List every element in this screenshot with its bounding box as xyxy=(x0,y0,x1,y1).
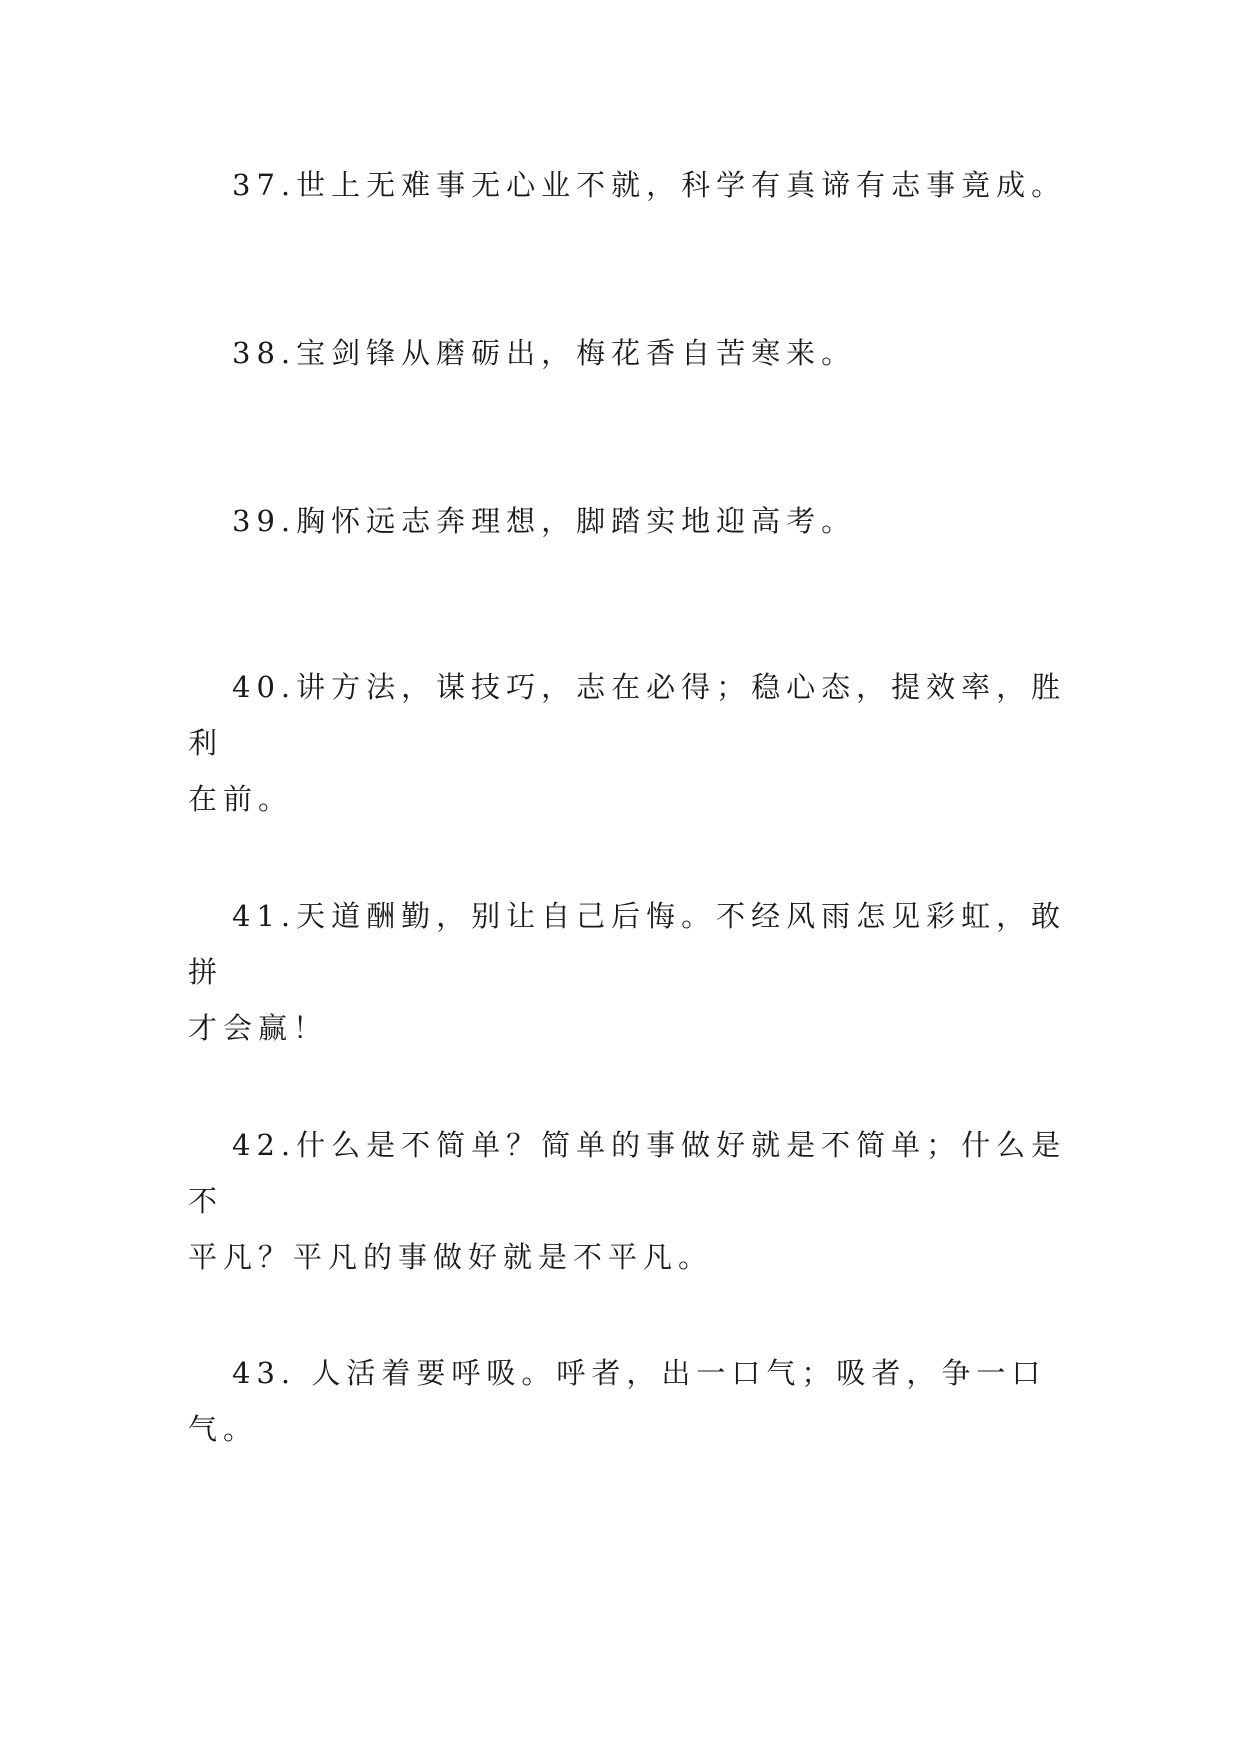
quote-line: 平凡？平凡的事做好就是不平凡。 xyxy=(188,1240,714,1274)
quote-line: 37.世上无难事无心业不就，科学有真谛有志事竟成。 xyxy=(232,168,1067,202)
quote-39 xyxy=(188,493,1068,549)
quote-line: 39.胸怀远志奔理想，脚踏实地迎高考。 xyxy=(232,504,857,538)
quote-40 xyxy=(188,659,1068,827)
quote-line: 才会赢！ xyxy=(188,1011,329,1045)
quote-42 xyxy=(188,1117,1068,1285)
quote-38 xyxy=(188,325,1068,381)
quote-line: 40.讲方法，谋技巧，志在必得；稳心态，提效率，胜利 xyxy=(188,670,1067,760)
quote-line: 43. 人活着要呼吸。呼者，出一口气；吸者，争一口气。 xyxy=(188,1356,1047,1446)
quote-line: 在前。 xyxy=(188,782,294,816)
quote-43 xyxy=(188,1345,1108,1457)
quote-line: 38.宝剑锋从磨砺出，梅花香自苦寒来。 xyxy=(232,336,857,370)
quote-line: 42.什么是不简单？简单的事做好就是不简单；什么是不 xyxy=(188,1128,1067,1218)
quote-41 xyxy=(188,888,1068,1056)
quote-line: 41.天道酬勤，别让自己后悔。不经风雨怎见彩虹，敢拼 xyxy=(188,899,1067,989)
quote-37 xyxy=(188,157,1068,213)
